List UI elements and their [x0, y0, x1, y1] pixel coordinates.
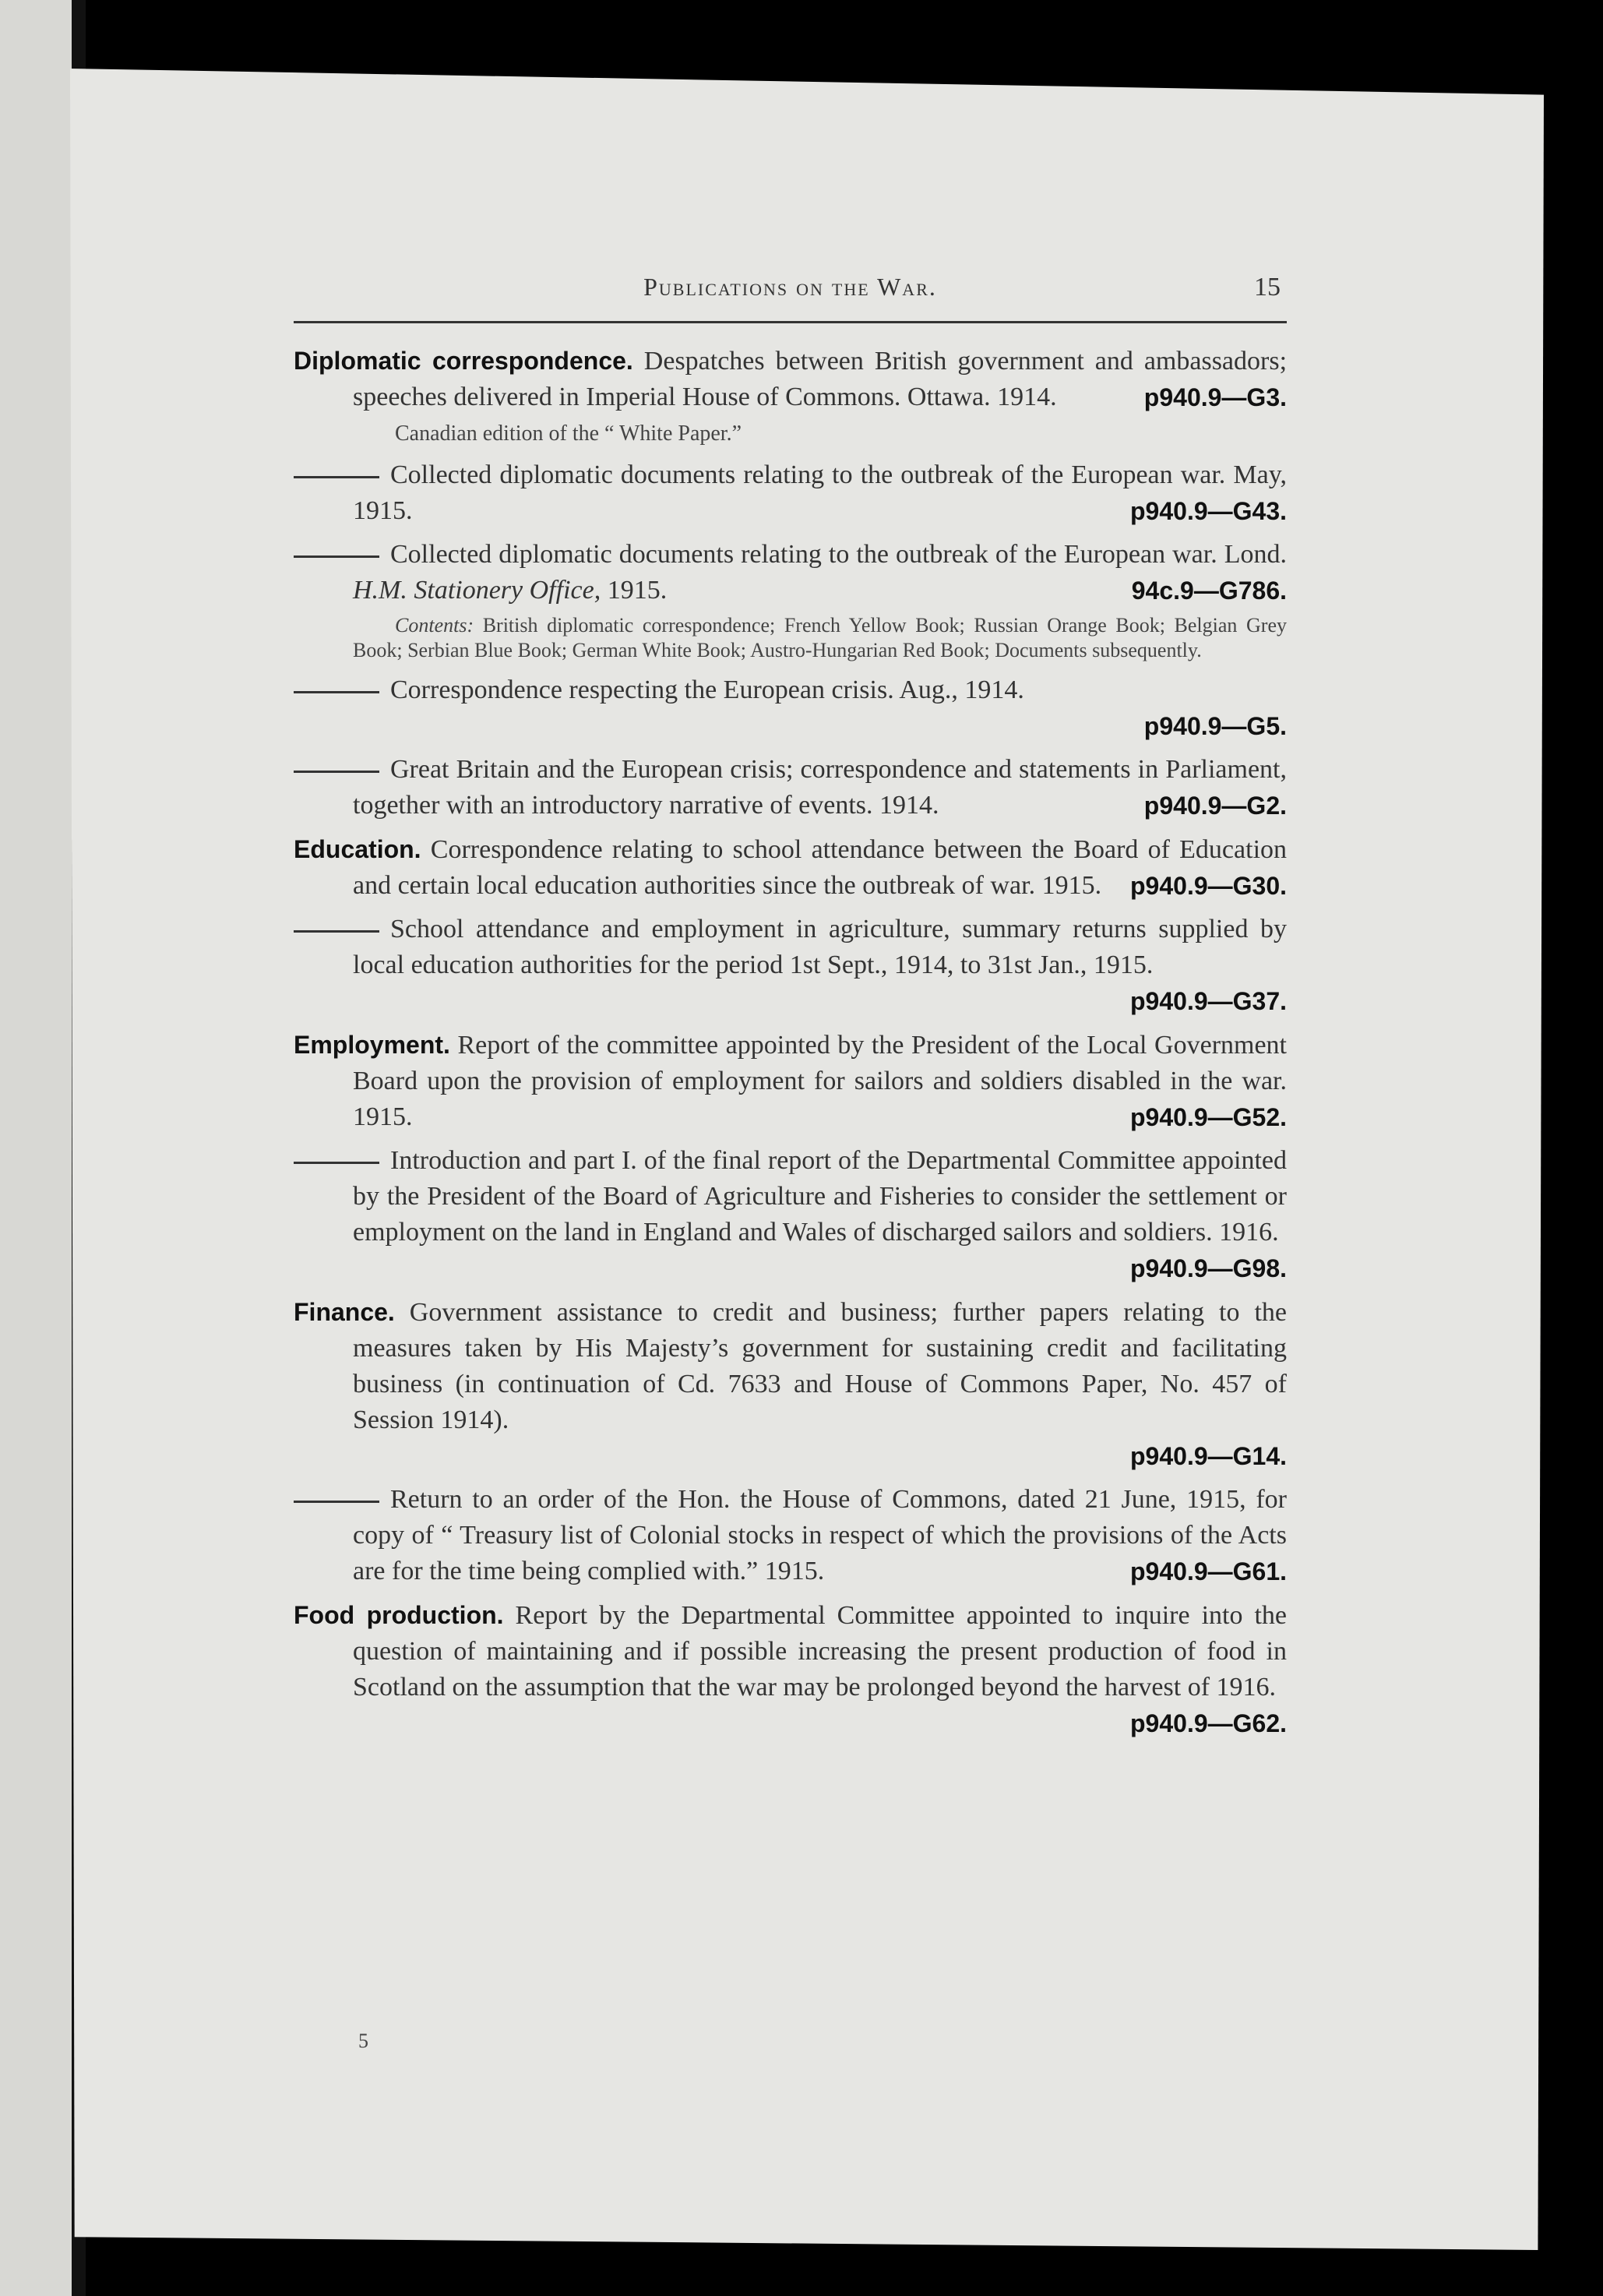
- subject-heading: Finance.: [294, 1298, 395, 1326]
- bibliography-entry: [294, 1027, 1287, 1135]
- subject-heading: Education.: [294, 835, 421, 863]
- running-head-title: Publications on the War.: [643, 273, 937, 301]
- ditto-dash: [294, 691, 379, 693]
- call-number: p940.9—G62.: [1130, 1709, 1287, 1737]
- ditto-dash: [294, 930, 379, 933]
- bibliography-entry: [294, 1597, 1287, 1741]
- ditto-dash: [294, 1501, 379, 1503]
- entry-text: Report of the committee appointed by the President of the Local Government Board upon the provision of employment for sailors and soldiers disabled in the war. 1915.: [353, 1031, 1287, 1131]
- contents-text: British diplomatic correspondence; French Yellow Book; Russian Orange Book; Belgian Grey Book; Serbian Blue Book; German White Book; Austro-Hungarian Red Book; Documents subsequently.: [353, 614, 1287, 661]
- publisher: H.M. Stationery Office,: [353, 576, 601, 605]
- ditto-dash: [294, 1162, 379, 1164]
- call-number: p940.9—G30.: [1130, 872, 1287, 900]
- ditto-dash: [294, 555, 379, 558]
- call-number: p940.9—G5.: [1143, 712, 1287, 740]
- bibliography-entry: [294, 752, 1287, 824]
- entry-text: Government assistance to credit and business; further papers relating to the measures taken by His Majesty’s government for sustaining credit and facilitating business (in continuation of Cd. 7633 and House of Commons Paper, No. 457 of Session 1914).: [353, 1298, 1288, 1434]
- subject-heading: Food production.: [294, 1601, 504, 1629]
- call-number: p940.9—G2.: [1143, 792, 1287, 820]
- entry-text: Report by the Departmental Committee appointed to inquire into the question of maintaining and if possible increasing the present production of food in Scotland on the assumption that the war may be prolonged beyond the harvest of 1916.: [353, 1601, 1287, 1702]
- bibliography-entry: [294, 672, 1287, 744]
- call-number: p940.9—G37.: [1130, 987, 1287, 1015]
- signature-mark: 5: [358, 2030, 368, 2052]
- call-number: p940.9—G3.: [1143, 383, 1287, 411]
- contents-note: [294, 613, 1287, 663]
- bibliography-entry: [294, 343, 1287, 415]
- call-number: p940.9—G14.: [1130, 1442, 1287, 1470]
- entry-text: Collected diplomatic documents relating to the outbreak of the European war. May, 1915.: [353, 460, 1287, 525]
- entry-text: Introduction and part I. of the final report of the Departmental Committee appointed by the President of the Board of Agriculture and Fisheries to consider the settlement or employment on the land in England and Wales of discharged sailors and soldiers. 1916.: [353, 1146, 1287, 1247]
- ditto-dash: [294, 476, 379, 478]
- book-spine: [0, 0, 72, 2296]
- bibliography-entry: [294, 1294, 1287, 1474]
- bibliography-entry: [294, 831, 1287, 904]
- entry-text: School attendance and employment in agriculture, summary returns supplied by local education authorities for the period 1st Sept., 1914, to 31st Jan., 1915.: [353, 915, 1287, 979]
- call-number: p940.9—G61.: [1130, 1557, 1287, 1585]
- subject-heading: Diplomatic correspondence.: [294, 347, 633, 375]
- bibliography-entry: [294, 1143, 1287, 1286]
- call-number: p940.9—G52.: [1130, 1103, 1287, 1131]
- entry-text: Collected diplomatic documents relating to the outbreak of the European war. Lond.: [390, 540, 1287, 569]
- ditto-dash: [294, 771, 379, 773]
- bibliography-entry: [294, 537, 1287, 608]
- entry-text: Correspondence relating to school attendance between the Board of Education and certain local education authorities since the outbreak of war. 1915.: [353, 835, 1288, 900]
- bibliography-entry: [294, 1482, 1287, 1589]
- page-number: 15: [1254, 273, 1281, 302]
- running-head: [294, 273, 1287, 312]
- subject-heading: Employment.: [294, 1031, 450, 1059]
- entry-text: Return to an order of the Hon. the House of Commons, dated 21 June, 1915, for copy of “ Treasury list of Colonial stocks in respect of which the provisions of the Acts are for the time being complied with.” 1915.: [353, 1485, 1287, 1585]
- call-number: p940.9—G98.: [1130, 1254, 1287, 1282]
- call-number: p940.9—G43.: [1130, 497, 1287, 525]
- call-number: 94c.9—G786.: [1131, 577, 1287, 605]
- entry-text: Despatches between British government and ambassadors; speeches delivered in Imperial House of Commons. Ottawa. 1914.: [353, 347, 1288, 411]
- entry-date: 1915.: [607, 576, 668, 605]
- entry-text: Correspondence respecting the European crisis. Aug., 1914.: [390, 675, 1024, 704]
- header-rule: [294, 321, 1287, 323]
- bibliography-entry: [294, 912, 1287, 1019]
- bibliography-entry: [294, 457, 1287, 529]
- entry-text: Great Britain and the European crisis; correspondence and statements in Parliament, together with an introductory narrative of events. 1914.: [353, 755, 1287, 820]
- entry-note: Canadian edition of the “ White Paper.”: [395, 421, 742, 446]
- bibliography-list: [294, 343, 1287, 1749]
- contents-label: Contents:: [395, 614, 474, 637]
